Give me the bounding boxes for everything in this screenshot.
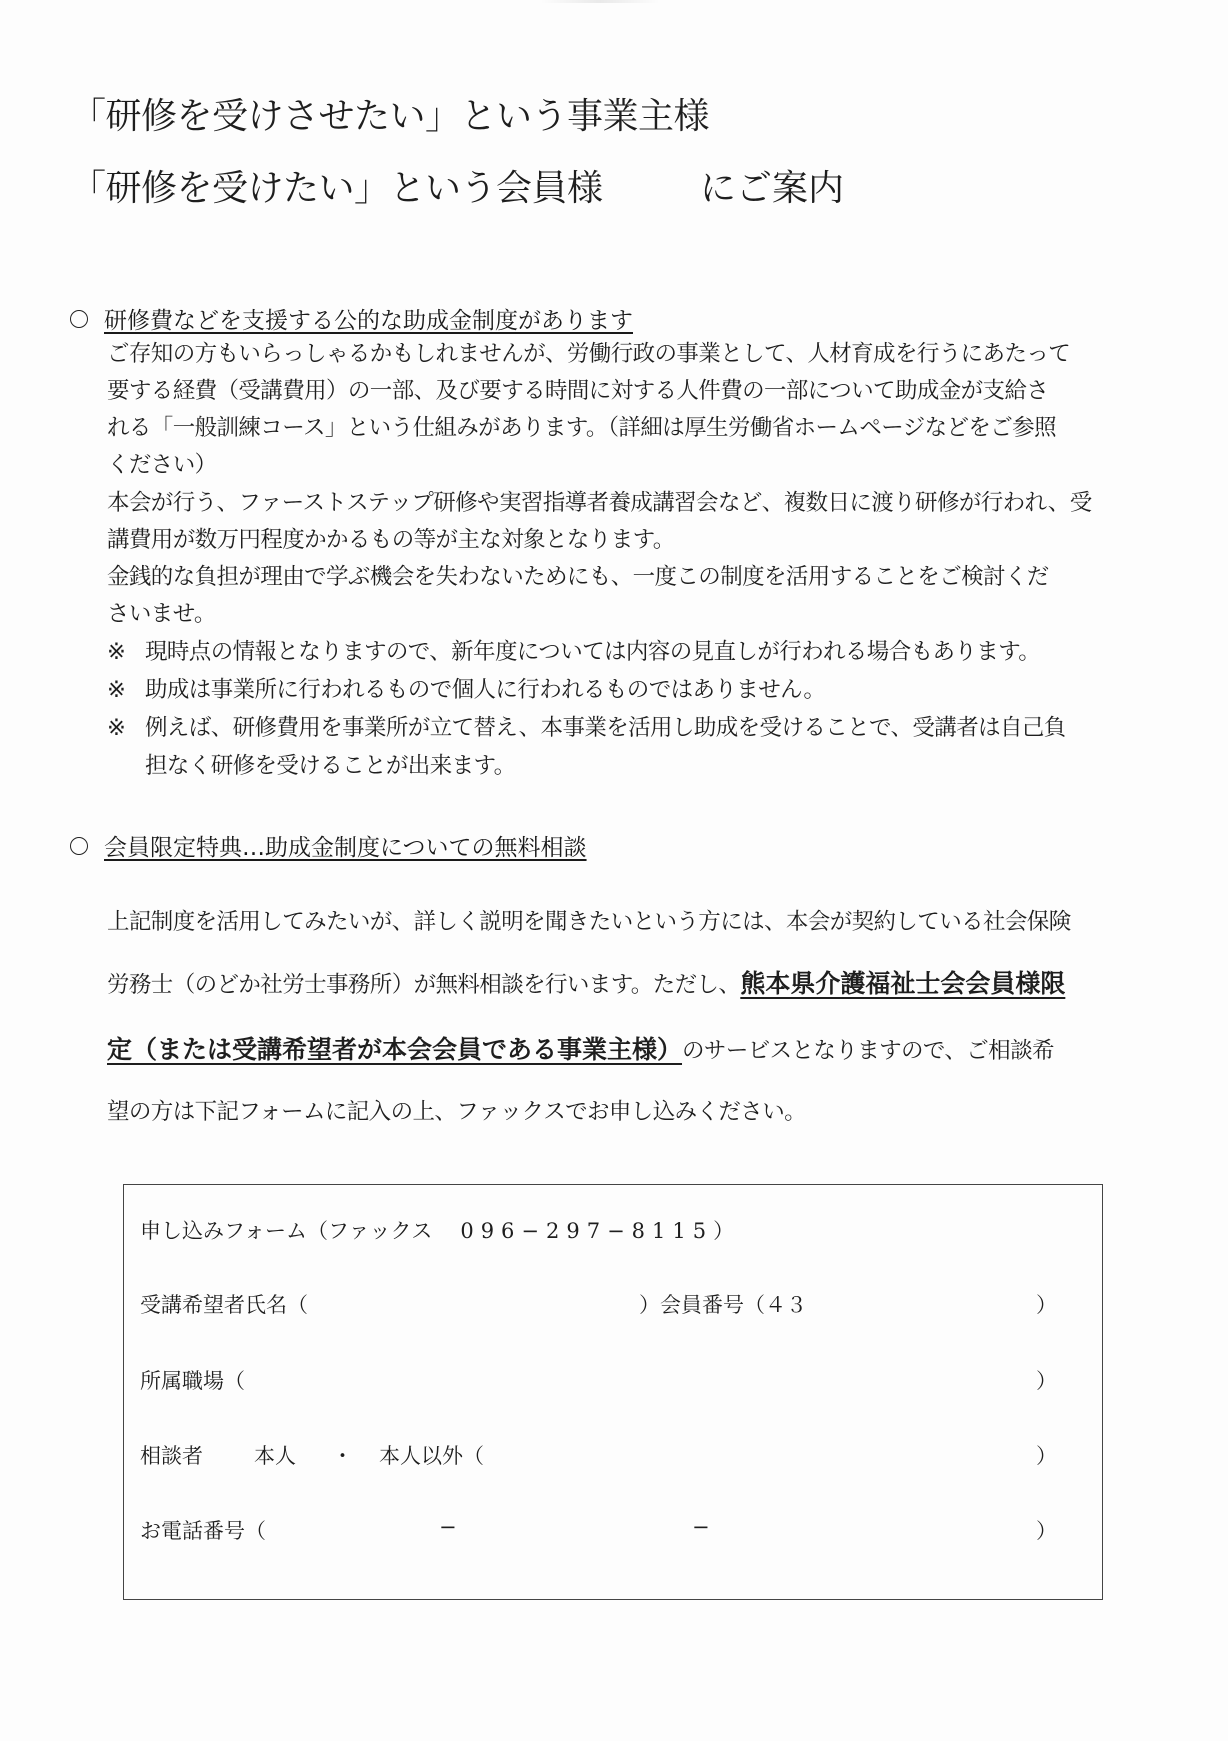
applicant-name-label: 受講希望者氏名（ [140,1293,308,1317]
form-title-label: 申し込みフォーム（ファックス [140,1219,433,1243]
note-item [107,710,1066,742]
consultant-option-self[interactable]: 本人 [254,1444,296,1468]
workplace-field[interactable] [140,1365,245,1395]
workplace-label: 所属職場（ [140,1369,245,1393]
note-mark-icon: ※ [107,639,126,665]
section1-paragraph-line: 金銭的な負担が理由で学ぶ機会を失わないためにも、一度この制度を活用することをご検討くだ [107,564,1049,590]
form-title [140,1215,741,1245]
section1-paragraph-line: ご存知の方もいらっしゃるかもしれませんが、労働行政の事業として、人材育成を行うにあたって [107,341,1071,367]
circle-bullet-icon [70,310,88,328]
phone-dash: − [692,1515,710,1539]
member-restriction-emphasis: 定（または受講希望者が本会会員である事業主様） [107,1035,683,1064]
section2-heading-text: 会員限定特典…助成金制度についての無料相談 [104,835,587,861]
consultant-label: 相談者 [140,1444,203,1468]
section2-line [107,964,1065,1000]
fax-number: 096−297−8115） [460,1219,742,1243]
member-number-field[interactable]: ）会員番号（４３ [639,1293,807,1317]
section2-line: 望の方は下記フォームに記入の上、ファックスでお申し込みください。 [107,1099,807,1125]
close-paren: ） [1036,1293,1057,1317]
section1-paragraph-line: れる「一般訓練コース」という仕組みがあります。（詳細は厚生労働省ホームページなどをご参照 [107,415,1056,441]
close-paren: ） [1036,1519,1057,1543]
option-separator: ・ [332,1444,353,1468]
note-mark-icon: ※ [107,677,126,703]
title-line-2: 「研修を受けたい」という会員様 [70,168,603,209]
title-suffix: にご案内 [700,168,845,209]
application-form [123,1184,1103,1600]
section2-heading [70,829,587,862]
section2-line [107,1030,1054,1066]
note-text: 助成は事業所に行われるもので個人に行われるものではありません。 [145,677,826,703]
member-restriction-emphasis: 熊本県介護福祉士会会員様限 [740,969,1066,998]
circle-bullet-icon [70,837,88,855]
section1-heading [70,302,633,335]
note-text: 例えば、研修費用を事業所が立て替え、本事業を活用し助成を受けることで、受講者は自己負 [145,715,1066,741]
scan-artifact [540,0,660,3]
note-text: 現時点の情報となりますので、新年度については内容の見直しが行われる場合もあります。 [145,639,1041,665]
note-item [107,672,825,704]
close-paren: ） [1036,1369,1057,1393]
title-line-1: 「研修を受けさせたい」という事業主様 [70,96,710,137]
note-continuation: 担なく研修を受けることが出来ます。 [145,753,516,779]
section1-paragraph-line: 講費用が数万円程度かかるもの等が主な対象となります。 [107,527,675,553]
section1-paragraph-line: さいませ。 [107,601,216,627]
consultant-option-other[interactable]: 本人以外（ [379,1444,484,1468]
close-paren: ） [1036,1444,1057,1468]
section1-heading-text: 研修費などを支援する公的な助成金制度があります [104,308,633,334]
phone-label: お電話番号（ [140,1519,266,1543]
note-item [107,634,1040,666]
section1-paragraph-line: 本会が行う、ファーストステップ研修や実習指導者養成講習会など、複数日に渡り研修が行われ、受 [107,490,1092,516]
phone-field[interactable] [140,1515,266,1545]
section1-paragraph-line: ください） [107,452,217,478]
phone-dash: − [439,1515,457,1539]
section2-line-text: 労務士（のどか社労士事務所）が無料相談を行います。ただし、 [107,972,741,998]
section2-line: 上記制度を活用してみたいが、詳しく説明を聞きたいという方には、本会が契約している社会保険 [107,909,1071,935]
note-mark-icon: ※ [107,715,126,741]
section1-paragraph-line: 要する経費（受講費用）の一部、及び要する時間に対する人件費の一部について助成金が支給さ [107,378,1049,404]
section2-line-text: のサービスとなりますので、ご相談希 [682,1038,1054,1064]
applicant-name-field[interactable] [140,1289,308,1319]
